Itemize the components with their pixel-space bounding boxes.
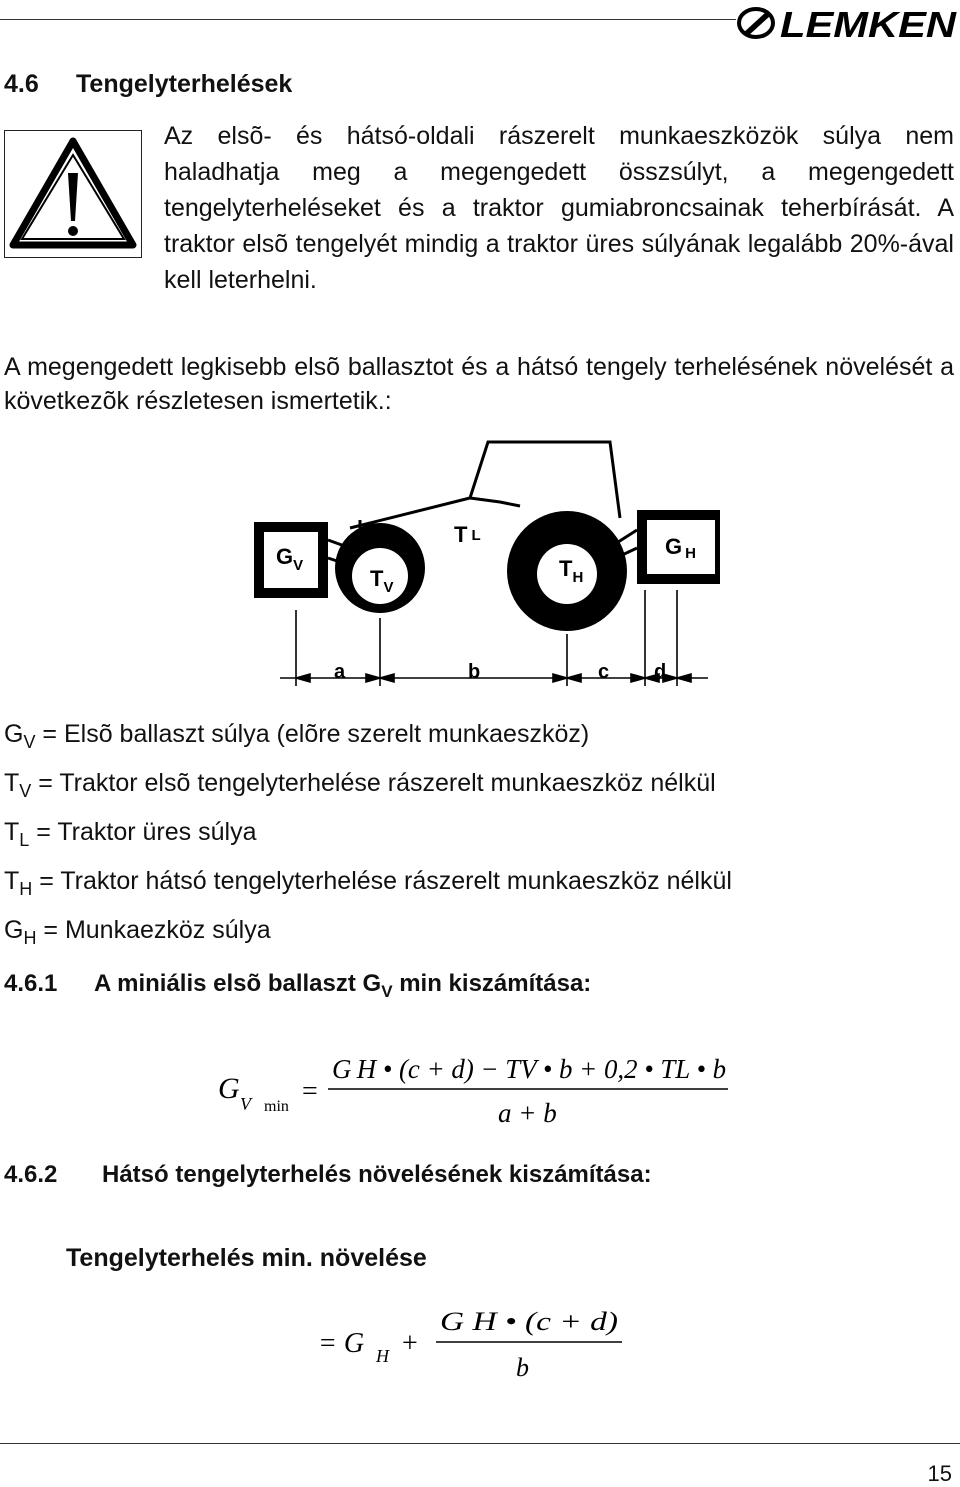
lemken-emblem-icon <box>739 9 773 37</box>
label-gv: $G_V$ <box>276 544 304 574</box>
label-th: $T_H$ <box>559 556 584 586</box>
subsection-heading-2: 4.6.2 Hátsó tengelyterhelés növelésének kiszámítása: <box>4 1161 652 1188</box>
svg-text:=: = <box>302 1076 318 1107</box>
min-increase-heading: Tengelyterhelés min. növelése <box>66 1244 427 1272</box>
formula1-numerator: G H • (c + d) − TV • b + 0,2 • TL • b <box>332 1054 726 1084</box>
svg-text:V: V <box>240 1094 251 1114</box>
formula1-lhs: G <box>218 1072 240 1105</box>
header-rule <box>0 19 736 20</box>
dim-b: b <box>468 661 481 683</box>
legend-item-th: $T_H$ = Traktor hátsó tengelyterhelése rászerelt munkaeszköz nélkül <box>4 867 732 899</box>
legend-item-tl: $T_L$ = Traktor üres súlya <box>4 818 257 850</box>
legend-item-gv: $G_V$ = Elsõ ballaszt súlya (elõre szerelt munkaeszköz) <box>4 720 590 752</box>
label-tl: T L <box>454 522 481 547</box>
svg-text:min: min <box>264 1098 289 1115</box>
svg-text:H: H <box>376 1346 389 1366</box>
warning-text: Az elsõ- és hátsó-oldali rászerelt munkaeszközök súlya nem haladhatja meg a megengedett összsúlyt, a megengedett tengelyterheléseket és a traktor gumiabroncsainak teherbírását. A traktor elsõ tengelyét mindig a traktor üres súlyának legalább 20%-ával kell leterhelni. <box>164 122 954 294</box>
formula2-lead: = G <box>318 1328 365 1359</box>
legend-item-tv: $T_V$ = Traktor elsõ tengelyterhelése rászerelt munkaeszköz nélkül <box>4 769 716 801</box>
lemken-logo <box>736 4 958 42</box>
section-number: 4.6 <box>4 70 39 98</box>
label-gh: G H <box>665 534 696 562</box>
page-number: 15 <box>927 1461 952 1486</box>
warning-box <box>4 130 142 258</box>
intro-paragraph: A megengedett legkisebb elsõ ballasztot és a hátsó tengely terhelésének növelését a következõk részletesen ismertetik.: <box>4 353 954 415</box>
dim-d: d <box>654 661 667 683</box>
dim-c: c <box>598 661 610 683</box>
label-tv: $T_V$ <box>370 566 394 596</box>
brand-text: LEMKEN <box>780 4 958 42</box>
tractor-diagram <box>240 440 720 690</box>
warning-triangle-icon <box>5 131 141 257</box>
section-heading <box>4 70 292 99</box>
legend-item-gh: $G_H$ = Munkaezköz súlya <box>4 916 271 948</box>
subsection-heading-1: 4.6.1 A miniális elsõ ballaszt $G_V$ min kiszámítása: <box>4 970 592 1001</box>
section-title: Tengelyterhelések <box>76 70 293 98</box>
formula1-denominator: a + b <box>498 1098 557 1128</box>
svg-text:+: + <box>402 1328 418 1359</box>
formula-rear-axle-increase <box>310 1300 640 1390</box>
formula-min-front-ballast <box>210 1040 750 1140</box>
formula2-numerator: G H • (c + d) <box>440 1307 618 1336</box>
dim-a: a <box>334 661 346 683</box>
footer-rule <box>0 1443 960 1444</box>
formula2-denominator: b <box>516 1353 529 1382</box>
